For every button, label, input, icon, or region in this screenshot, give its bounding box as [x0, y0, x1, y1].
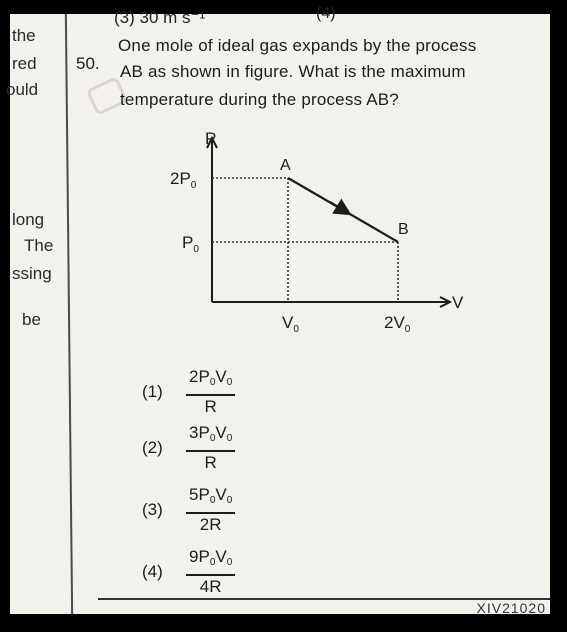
option-label: (3)	[142, 500, 163, 519]
option-fraction	[186, 366, 235, 418]
column-divider	[65, 14, 73, 614]
fraction-numerator: $5P_0V_0$	[189, 485, 233, 506]
question-paper	[6, 5, 550, 616]
fraction-numerator: $3P_0V_0$	[189, 423, 233, 444]
margin-fragment: long	[12, 210, 45, 229]
fraction-denominator: R	[204, 397, 217, 416]
process-direction-arrow	[330, 202, 348, 213]
pv-diagram	[160, 126, 470, 346]
margin-fragment: The	[24, 236, 54, 255]
option-fraction	[186, 422, 235, 474]
margin-fragment: ould	[6, 80, 39, 99]
option-label: (2)	[142, 438, 163, 457]
fraction-denominator: 4R	[199, 577, 222, 596]
p-axis-label: P	[205, 129, 217, 148]
v-axis-label: V	[452, 293, 464, 312]
option-fraction	[186, 546, 235, 598]
question-line: AB as shown in figure. What is the maximum	[120, 62, 466, 81]
margin-fragment: the	[12, 26, 36, 45]
fraction-denominator: 2R	[199, 515, 222, 534]
option-3[interactable]	[142, 484, 235, 536]
question-line: One mole of ideal gas expands by the process	[118, 36, 477, 55]
tick-v0: $V_0$	[282, 313, 299, 335]
point-a-label: A	[280, 157, 291, 174]
previous-option-fragment: (3) 30 m s⁻¹	[114, 8, 206, 27]
option-2[interactable]	[142, 422, 235, 474]
question-number: 50.	[76, 54, 100, 73]
margin-fragment: red	[12, 54, 37, 73]
option-1[interactable]	[142, 366, 235, 418]
point-b-label: B	[398, 221, 409, 238]
fraction-denominator: R	[204, 453, 217, 472]
fraction-numerator: $9P_0V_0$	[189, 547, 233, 568]
tick-2v0: $2V_0$	[384, 313, 411, 335]
option-fraction	[186, 484, 235, 536]
margin-fragment: ssing	[12, 264, 52, 283]
option-4[interactable]	[142, 546, 235, 598]
tick-2p0: $2P_0$	[170, 169, 197, 191]
margin-fragment: be	[22, 310, 41, 329]
previous-option-fragment-2: (4)	[316, 5, 336, 22]
page-code: XIV21020	[476, 600, 546, 616]
option-label: (4)	[142, 562, 163, 581]
tick-p0: $P_0$	[182, 233, 199, 255]
question-line: temperature during the process AB?	[120, 90, 399, 109]
option-label: (1)	[142, 382, 163, 401]
fraction-numerator: $2P_0V_0$	[189, 367, 233, 388]
